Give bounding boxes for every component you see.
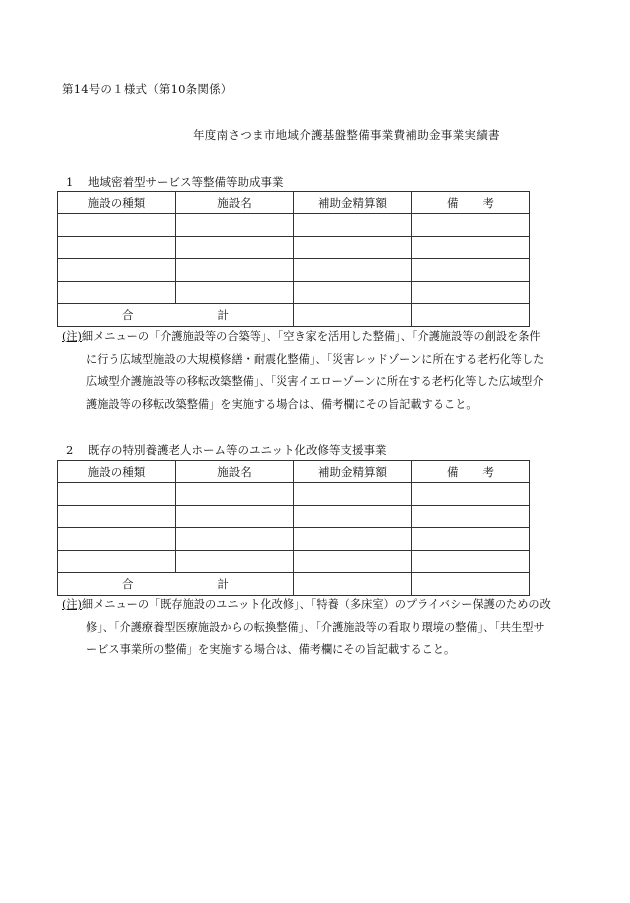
table-cell[interactable]: [294, 483, 412, 506]
column-header-facility-name: 施設名: [176, 192, 294, 214]
total-label-char-2: 計: [217, 576, 229, 591]
document-title: 年度南さつま市地域介護基盤整備事業費補助金事業実績書: [193, 128, 500, 142]
total-label: [58, 573, 294, 596]
note-line: ービス事業所の整備」を実施する場合は、備考欄にその旨記載すること。: [86, 643, 456, 656]
section-2-title: 既存の特別養護老人ホーム等のユニット化改修等支援事業: [88, 443, 387, 457]
table-cell[interactable]: [58, 483, 176, 506]
section-1-heading: [66, 174, 284, 190]
note-line: 修」、「介護療養型医療施設からの転換整備」、「介護施設等の看取り環境の整備」、「共生型サ: [86, 620, 545, 634]
section-2-number: 2: [66, 443, 74, 457]
table-cell[interactable]: [176, 236, 294, 259]
note-prefix: (注): [62, 598, 82, 611]
table-cell[interactable]: [58, 259, 176, 282]
total-amount-cell[interactable]: [294, 573, 412, 596]
table-cell[interactable]: [412, 281, 530, 304]
table-row: [58, 236, 530, 259]
table-cell[interactable]: [412, 505, 530, 528]
section-2-heading: [66, 442, 387, 458]
table-cell[interactable]: [176, 483, 294, 506]
note-text: 細メニューの「既存施設のユニット化改修」、「特養（多床室）のプライバシー保護のための改: [81, 598, 551, 611]
table-cell[interactable]: [58, 281, 176, 304]
column-header-remarks: [412, 192, 530, 214]
table-cell[interactable]: [412, 483, 530, 506]
table-cell[interactable]: [58, 528, 176, 551]
section-2-table: [57, 460, 530, 596]
table-cell[interactable]: [58, 214, 176, 237]
table-cell[interactable]: [58, 236, 176, 259]
table-cell[interactable]: [176, 259, 294, 282]
table-cell[interactable]: [294, 528, 412, 551]
form-number: 第14号の１様式（第10条関係）: [62, 82, 233, 96]
table-cell[interactable]: [294, 281, 412, 304]
table-row: [58, 550, 530, 573]
table-cell[interactable]: [176, 281, 294, 304]
table-cell[interactable]: [412, 259, 530, 282]
table-cell[interactable]: [294, 236, 412, 259]
table-cell[interactable]: [58, 550, 176, 573]
total-label: [58, 304, 294, 327]
note-line: に行う広域型施設の大規模修繕・耐震化整備」、「災害レッドゾーンに所在する老朽化等した: [86, 352, 545, 366]
table-cell[interactable]: [412, 550, 530, 573]
note-line: [62, 594, 582, 617]
note-line: 広域型介護施設等の移転改築整備」、「災害イエローゾーンに所在する老朽化等した広域型介: [86, 375, 544, 388]
section-1-table: [57, 191, 530, 327]
table-cell[interactable]: [176, 505, 294, 528]
section-1-title: 地域密着型サービス等整備等助成事業: [88, 175, 284, 189]
table-row: [58, 483, 530, 506]
table-row: [58, 214, 530, 237]
table-cell[interactable]: [294, 550, 412, 573]
remarks-char-1: 備: [447, 464, 459, 479]
total-label-char-1: 合: [122, 576, 134, 591]
remarks-char-2: 考: [482, 464, 494, 479]
table-header-row: [58, 192, 530, 214]
table-cell[interactable]: [412, 214, 530, 237]
table-row: [58, 528, 530, 551]
table-cell[interactable]: [294, 214, 412, 237]
column-header-subsidy-amount: 補助金精算額: [294, 192, 412, 214]
note-prefix: (注): [62, 330, 82, 343]
section-1-note: [62, 326, 582, 416]
note-line: 護施設等の移転改築整備」を実施する場合は、備考欄にその旨記載すること。: [86, 397, 478, 411]
table-cell[interactable]: [58, 505, 176, 528]
table-header-row: [58, 461, 530, 483]
total-remarks-cell[interactable]: [412, 573, 530, 596]
table-row: [58, 259, 530, 282]
section-2-note: [62, 594, 582, 662]
table-cell[interactable]: [294, 505, 412, 528]
table-row: [58, 281, 530, 304]
table-cell[interactable]: [294, 259, 412, 282]
note-line: [62, 326, 582, 349]
total-amount-cell[interactable]: [294, 304, 412, 327]
table-cell[interactable]: [176, 214, 294, 237]
table-cell[interactable]: [176, 550, 294, 573]
section-1-number: 1: [66, 175, 74, 189]
remarks-char-2: 考: [482, 195, 494, 210]
note-text: 細メニューの「介護施設等の合築等」、「空き家を活用した整備」、「介護施設等の創設を条件: [81, 330, 541, 343]
table-cell[interactable]: [412, 236, 530, 259]
column-header-subsidy-amount: 補助金精算額: [294, 461, 412, 483]
total-remarks-cell[interactable]: [412, 304, 530, 327]
table-cell[interactable]: [176, 528, 294, 551]
total-label-char-1: 合: [122, 307, 134, 322]
table-cell[interactable]: [412, 528, 530, 551]
total-row: [58, 573, 530, 596]
total-label-char-2: 計: [217, 307, 229, 322]
column-header-facility-name: 施設名: [176, 461, 294, 483]
column-header-remarks: [412, 461, 530, 483]
column-header-facility-type: 施設の種類: [58, 461, 176, 483]
column-header-facility-type: 施設の種類: [58, 192, 176, 214]
total-row: [58, 304, 530, 327]
table-row: [58, 505, 530, 528]
remarks-char-1: 備: [447, 195, 459, 210]
